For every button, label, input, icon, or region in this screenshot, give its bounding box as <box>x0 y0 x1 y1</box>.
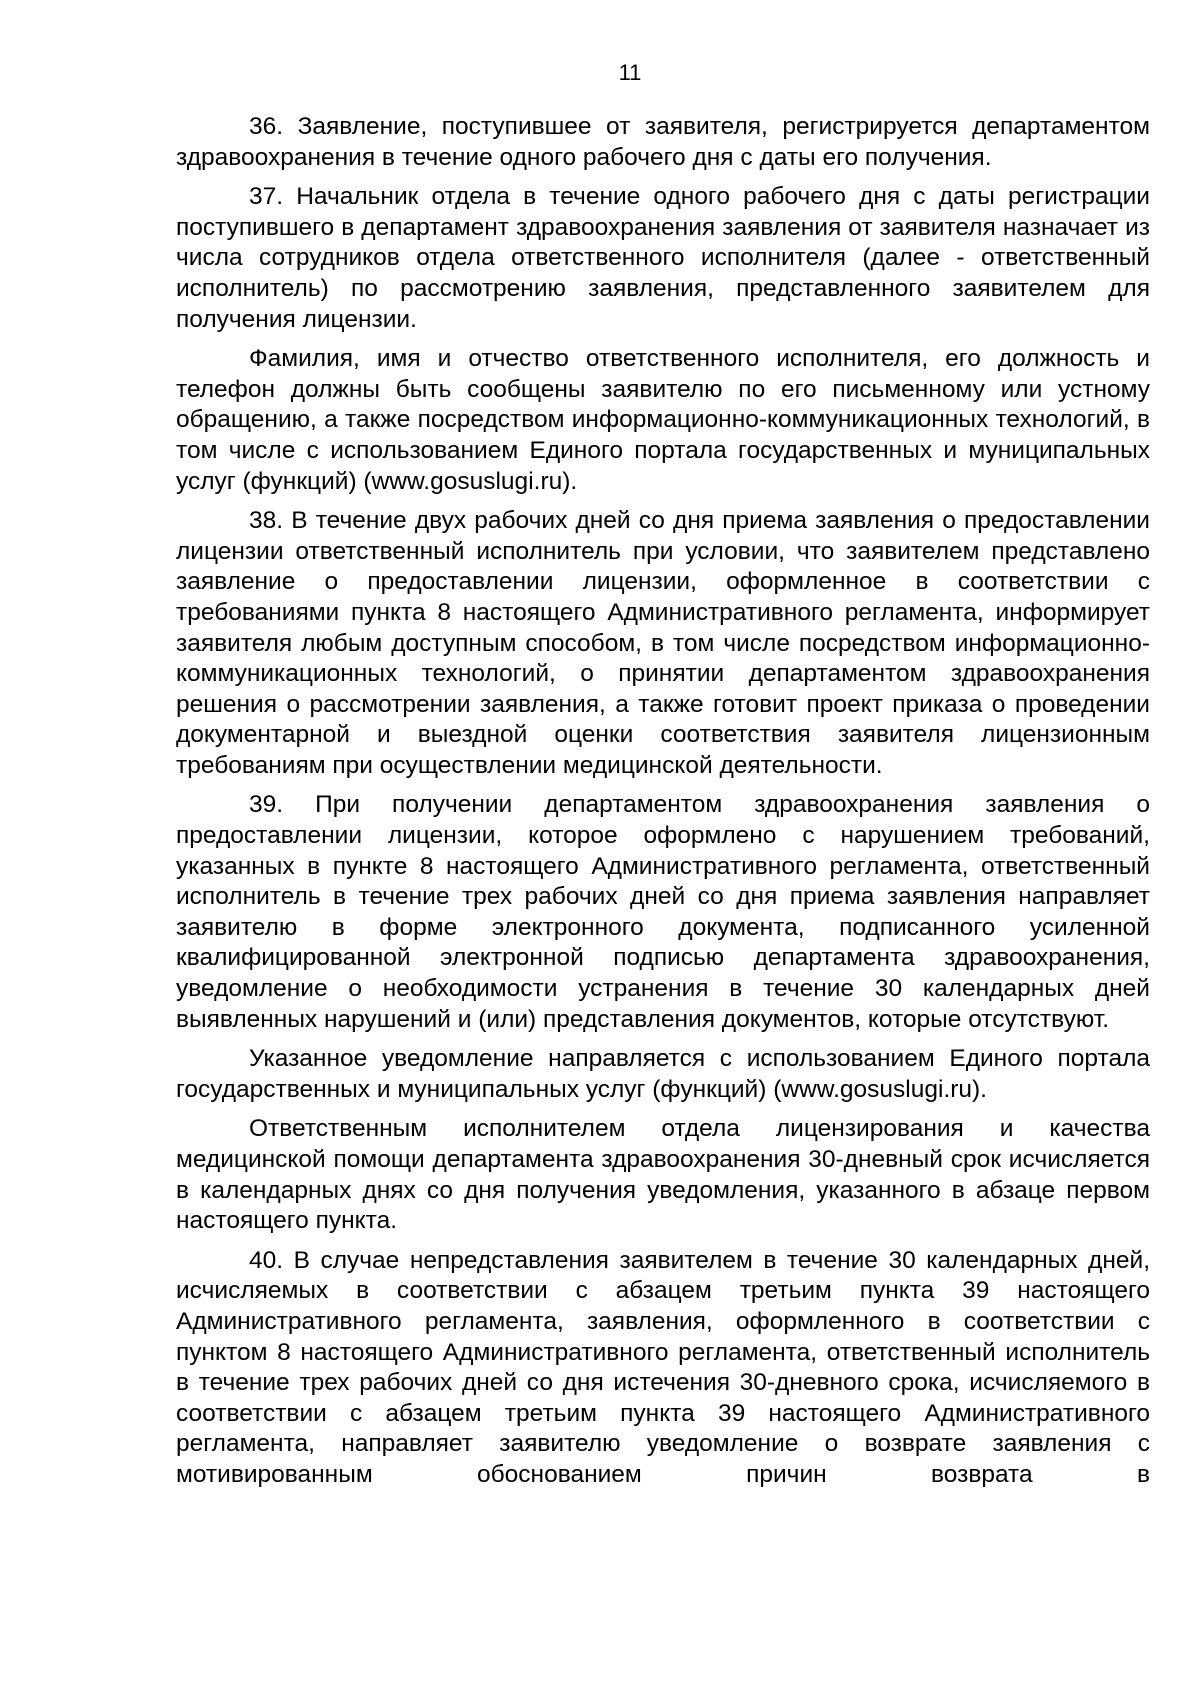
paragraph-39: 39. При получении департаментом здравоохранения заявления о предоставлении лицензии, которое оформлено с нарушением требований, указанных в пункте 8 настоящего Административного регламента, ответственный исполнитель в течение трех рабочих дней со дня приема заявления направляет заявителю в форме электронного документа, подписанного усиленной квалифицированной электронной подписью департамента здравоохранения, уведомление о необходимости устранения в течение 30 календарных дней выявленных нарушений и (или) представления документов, которые отсутствуют. <box>176 791 1150 1033</box>
paragraph-39-term: Ответственным исполнителем отдела лицензирования и качества медицинской помощи департамента здравоохранения 30-дневный срок исчисляется в календарных днях со дня получения уведомления, указанного в абзаце первом настоящего пункта. <box>176 1115 1150 1235</box>
document-body <box>176 112 1150 1500</box>
paragraph-37-contact: Фамилия, имя и отчество ответственного исполнителя, его должность и телефон должны быть сообщены заявителю по его письменному или устному обращению, а также посредством информационно-коммуникационных технологий, в том числе с использованием Единого портала государственных и муниципальных услуг (функций) (www.gosuslugi.ru). <box>176 345 1150 495</box>
paragraph-39-notice: Указанное уведомление направляется с использованием Единого портала государственных и муниципальных услуг (функций) (www.gosuslugi.ru). <box>176 1045 1150 1103</box>
paragraph-40: 40. В случае непредставления заявителем в течение 30 календарных дней, исчисляемых в соответствии с абзацем третьим пункта 39 настоящего Административного регламента, заявления, оформленного в соответствии с пунктом 8 настоящего Административного регламента, ответственный исполнитель в течение трех рабочих дней со дня истечения 30-дневного срока, исчисляемого в соответствии с абзацем третьим пункта 39 настоящего Административного регламента, направляет заявителю уведомление о возврате заявления с мотивированным обоснованием причин возврата в <box>176 1246 1150 1488</box>
paragraph-37: 37. Начальник отдела в течение одного рабочего дня с даты регистрации поступившего в департамент здравоохранения заявления от заявителя назначает из числа сотрудников отдела ответственного исполнителя (далее - ответственный исполнитель) по рассмотрению заявления, представленного заявителем для получения лицензии. <box>176 183 1150 333</box>
paragraph-36: 36. Заявление, поступившее от заявителя, регистрируется департаментом здравоохранения в течение одного рабочего дня с даты его получения. <box>176 113 1150 171</box>
page-number: 11 <box>618 60 642 85</box>
paragraph-38: 38. В течение двух рабочих дней со дня приема заявления о предоставлении лицензии ответственный исполнитель при условии, что заявителем представлено заявление о предоставлении лицензии, оформленное в соответствии с требованиями пункта 8 настоящего Административного регламента, информирует заявителя любым доступным способом, в том числе посредством информационно-коммуникационных технологий, о принятии департаментом здравоохранения решения о рассмотрении заявления, а также готовит проект приказа о проведении документарной и выездной оценки соответствия заявителя лицензионным требованиям при осуществлении медицинской деятельности. <box>176 507 1150 779</box>
